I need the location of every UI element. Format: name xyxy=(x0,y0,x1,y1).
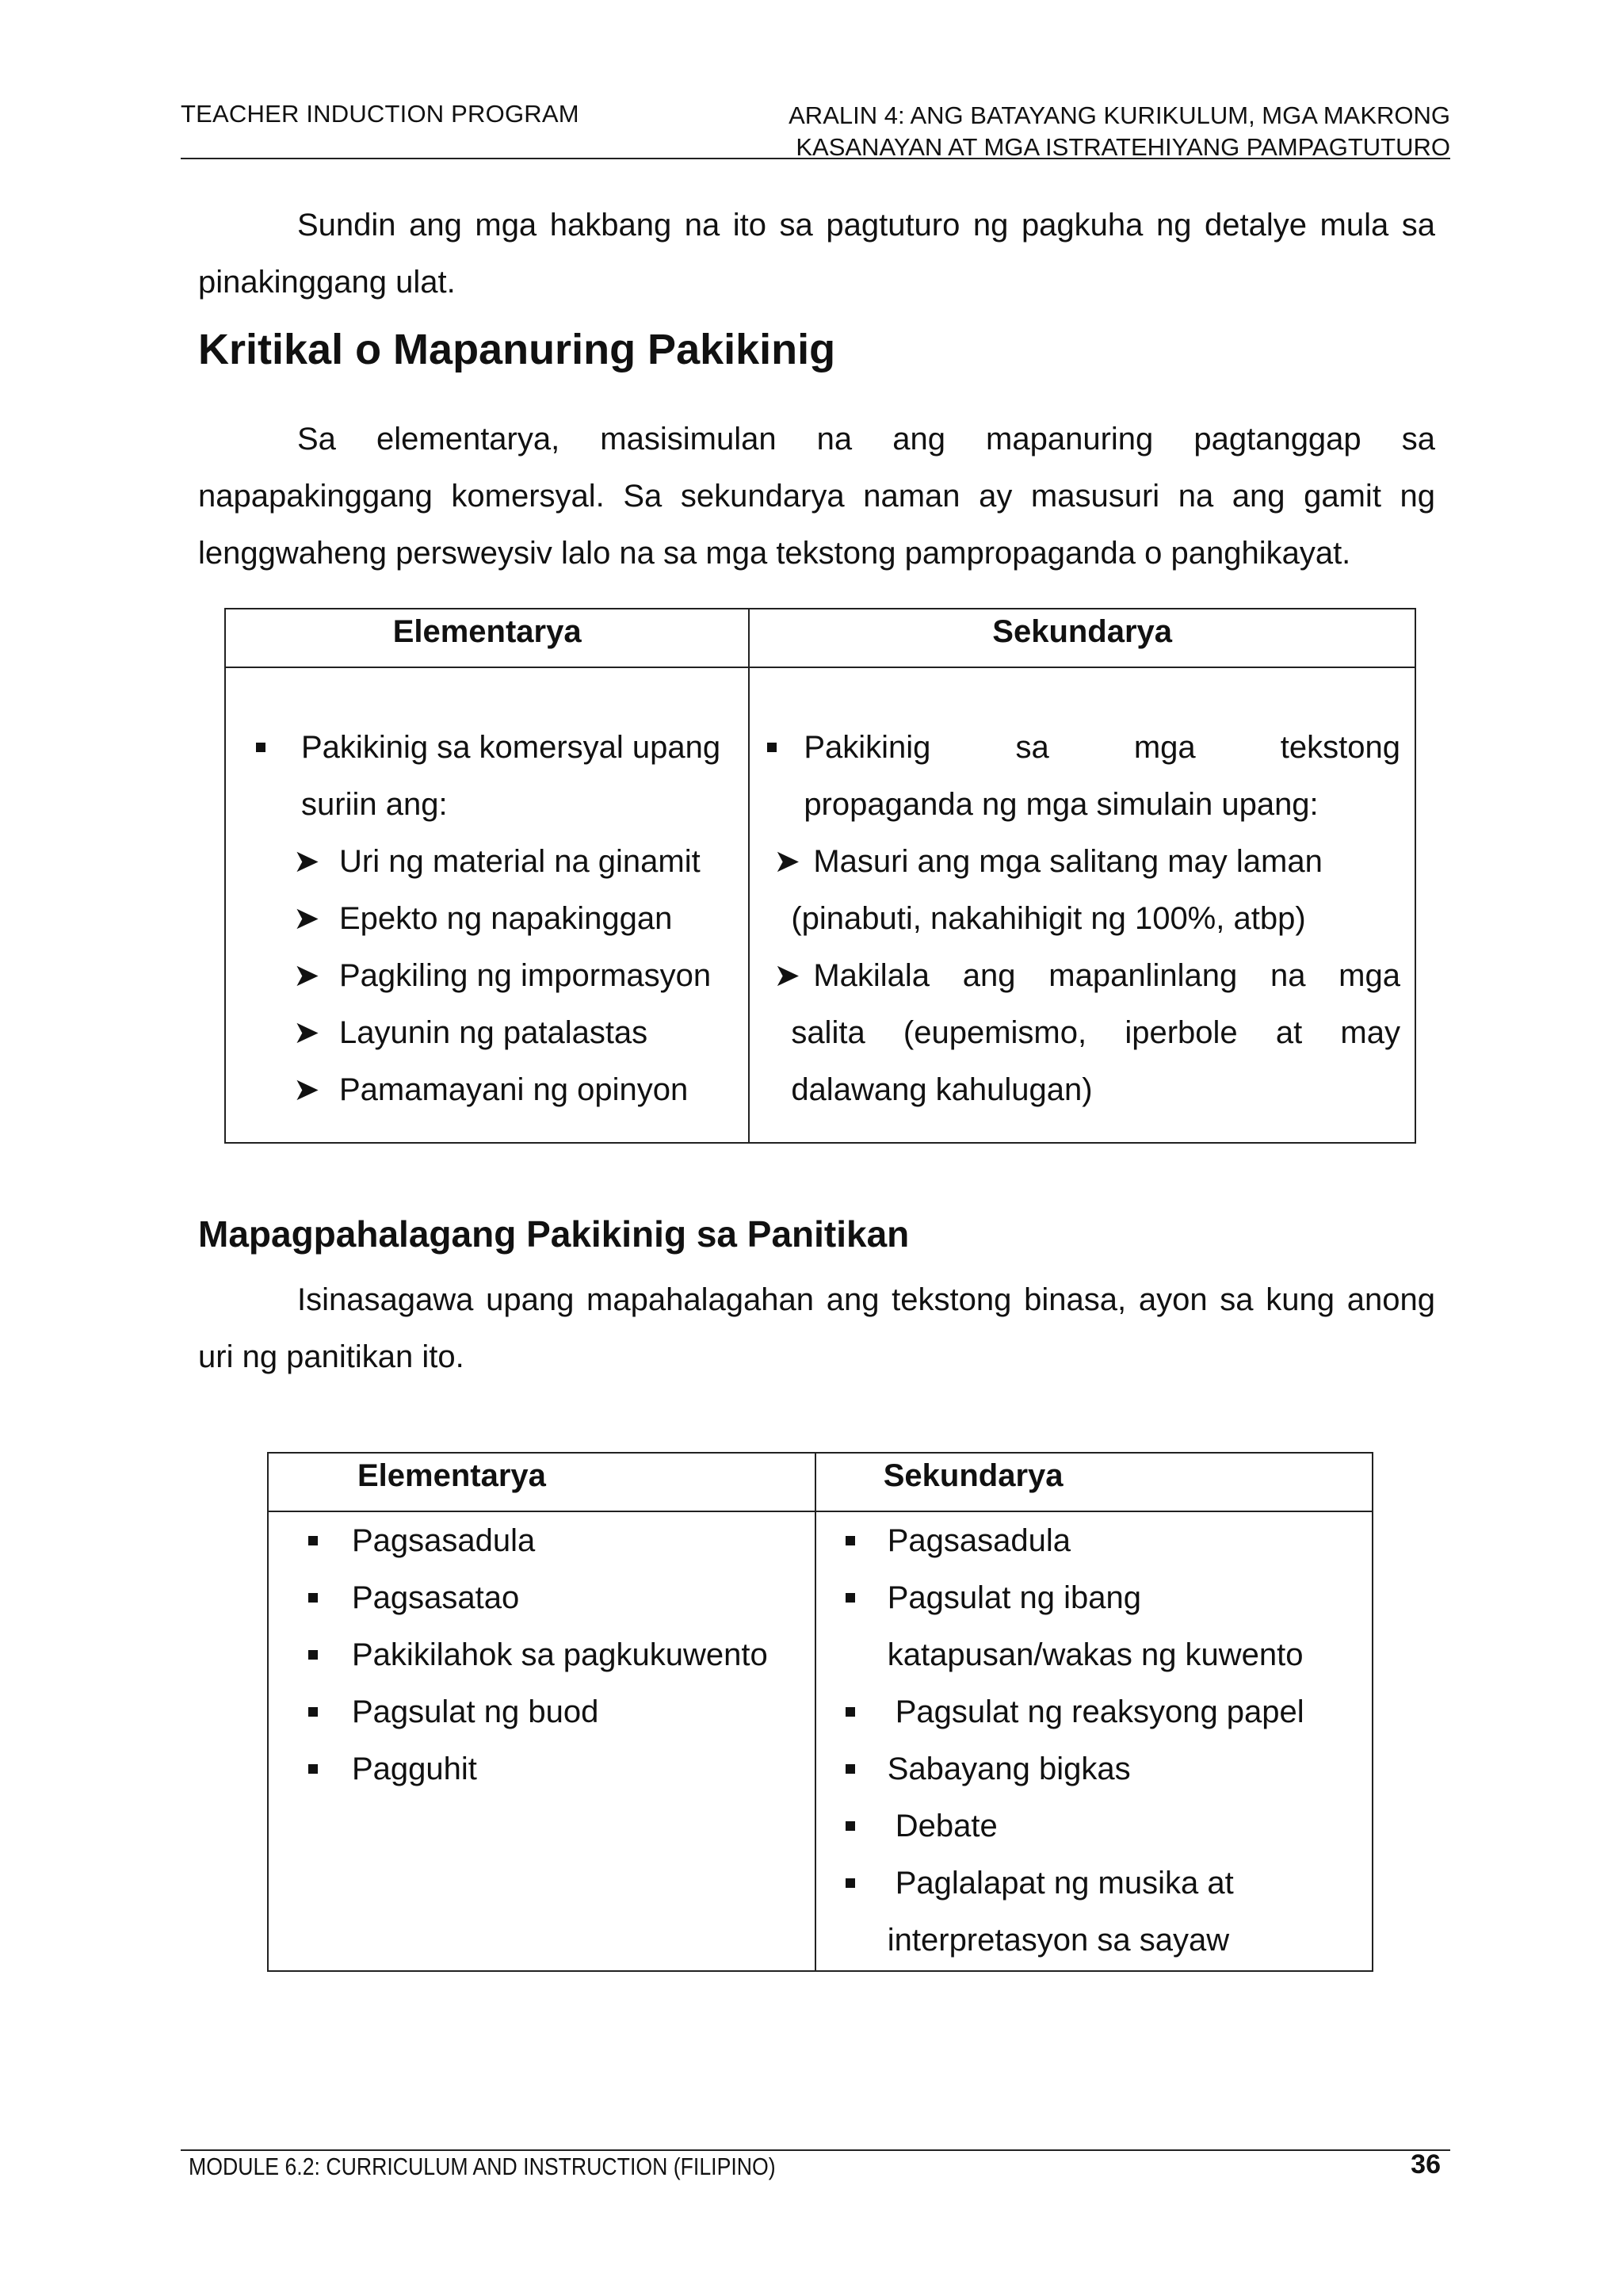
square-bullet-icon xyxy=(308,1707,318,1717)
square-bullet-icon xyxy=(308,1536,318,1545)
sekundarya-list xyxy=(816,1512,1372,1969)
table-cell-sekundarya xyxy=(749,667,1415,1143)
table-row xyxy=(268,1511,1373,1971)
list-item: Pakikinig sa mga tekstong xyxy=(750,719,1400,776)
column-header-elementarya: Elementarya xyxy=(268,1453,815,1511)
square-bullet-icon xyxy=(846,1707,855,1717)
list-item: ➤ Pagkiling ng impormasyon xyxy=(226,947,748,1004)
header-lesson-line1: ARALIN 4: ANG BATAYANG KURIKULUM, MGA MAKRONG xyxy=(789,101,1450,129)
sekundarya-list xyxy=(750,719,1400,1118)
elementarya-list xyxy=(269,1512,815,1797)
square-bullet-icon xyxy=(308,1764,318,1774)
list-item: Pagsulat ng buod xyxy=(269,1683,815,1740)
table-row xyxy=(225,667,1415,1143)
footer-module-title: MODULE 6.2: CURRICULUM AND INSTRUCTION (FILIPINO) xyxy=(189,2153,776,2180)
list-item: Pagguhit xyxy=(269,1740,815,1797)
list-item: katapusan/wakas ng kuwento xyxy=(887,1637,1304,1672)
table-header-row xyxy=(268,1453,1373,1511)
intro-paragraph: Sundin ang mga hakbang na ito sa pagtuturo ng pagkuha ng detalye mula sa pinakinggang ulat. xyxy=(198,208,1435,300)
section-heading-kritikal: Kritikal o Mapanuring Pakikinig xyxy=(198,326,836,373)
list-item: Pakikilahok sa pagkukuwento xyxy=(269,1626,815,1683)
list-item: (pinabuti, nakahihigit ng 100%, atbp) xyxy=(791,901,1306,936)
list-item: ➤ Masuri ang mga salitang may laman xyxy=(750,833,1400,890)
elementarya-list xyxy=(226,719,748,1118)
list-item: Pagsulat ng ibang xyxy=(816,1569,1372,1626)
square-bullet-icon xyxy=(256,743,265,752)
header-program-title: TEACHER INDUCTION PROGRAM xyxy=(181,100,579,128)
square-bullet-icon xyxy=(308,1650,318,1660)
square-bullet-icon xyxy=(767,743,777,752)
section-paragraph-kritikal: Sa elementarya, masisimulan na ang mapanuring pagtanggap sa napapakinggang komersyal. Sa sekundarya naman ay masusuri na ang gamit ng lenggwaheng persweysiv lalo na sa mga tekstong pampropaganda o panghikayat. xyxy=(198,422,1435,571)
list-item: dalawang kahulugan) xyxy=(791,1072,1093,1107)
table-cell-sekundarya xyxy=(815,1511,1373,1971)
arrowhead-bullet-icon: ➤ xyxy=(773,844,800,879)
column-header-sekundarya: Sekundarya xyxy=(815,1453,1373,1511)
column-header-elementarya: Elementarya xyxy=(225,609,749,667)
list-item: ➤ Uri ng material na ginamit xyxy=(226,833,748,890)
table-header-row xyxy=(225,609,1415,667)
section-heading-mapagpahalagang: Mapagpahalagang Pakikinig sa Panitikan xyxy=(198,1213,910,1255)
arrowhead-bullet-icon: ➤ xyxy=(293,958,320,993)
list-item: ➤ Pamamayani ng opinyon xyxy=(226,1061,748,1118)
arrowhead-bullet-icon: ➤ xyxy=(773,958,800,993)
square-bullet-icon xyxy=(846,1593,855,1603)
list-item: Sabayang bigkas xyxy=(816,1740,1372,1797)
header-divider xyxy=(181,158,1450,159)
list-item: ➤ Makilala ang mapanlinlang na mga xyxy=(750,947,1400,1004)
list-item: Pagsulat ng reaksyong papel xyxy=(816,1683,1372,1740)
square-bullet-icon xyxy=(308,1593,318,1603)
list-item: interpretasyon sa sayaw xyxy=(887,1923,1230,1958)
list-item: Pakikinig sa komersyal upang xyxy=(226,719,748,776)
list-item: Pagsasatao xyxy=(269,1569,815,1626)
header-lesson-line2: KASANAYAN AT MGA ISTRATEHIYANG PAMPAGTUTURO xyxy=(796,133,1450,161)
list-item: salita (eupemismo, iperbole at may xyxy=(791,1015,1400,1050)
list-item: propaganda ng mga simulain upang: xyxy=(804,787,1319,822)
list-item: Debate xyxy=(816,1797,1372,1855)
table-kritikal xyxy=(224,608,1416,1144)
list-item: Paglalapat ng musika at xyxy=(816,1855,1372,1912)
square-bullet-icon xyxy=(846,1878,855,1888)
list-item: ➤ Epekto ng napakinggan xyxy=(226,890,748,947)
column-header-sekundarya: Sekundarya xyxy=(749,609,1415,667)
square-bullet-icon xyxy=(846,1536,855,1545)
header-lesson-title xyxy=(789,100,1450,163)
arrowhead-bullet-icon: ➤ xyxy=(293,1015,320,1050)
footer-divider xyxy=(181,2149,1450,2151)
arrowhead-bullet-icon: ➤ xyxy=(293,901,320,936)
arrowhead-bullet-icon: ➤ xyxy=(293,1072,320,1107)
list-item: suriin ang: xyxy=(301,787,448,822)
square-bullet-icon xyxy=(846,1821,855,1831)
table-cell-elementarya xyxy=(225,667,749,1143)
list-item: ➤ Layunin ng patalastas xyxy=(226,1004,748,1061)
table-mapagpahalagang xyxy=(267,1452,1373,1972)
table-cell-elementarya xyxy=(268,1511,815,1971)
list-item: Pagsasadula xyxy=(269,1512,815,1569)
section-paragraph-mapagpahalagang: Isinasagawa upang mapahalagahan ang tekstong binasa, ayon sa kung anong uri ng panitikan ito. xyxy=(198,1282,1435,1374)
page-number: 36 xyxy=(1411,2149,1441,2179)
list-item: Pagsasadula xyxy=(816,1512,1372,1569)
square-bullet-icon xyxy=(846,1764,855,1774)
arrowhead-bullet-icon: ➤ xyxy=(293,844,320,879)
